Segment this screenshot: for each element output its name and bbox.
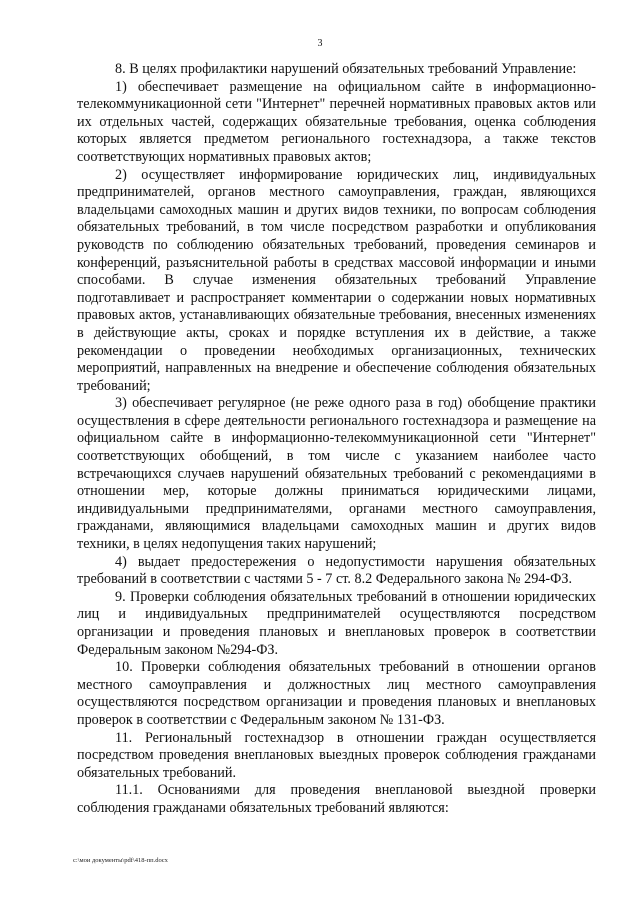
paragraph-9: 9. Проверки соблюдения обязательных требований в отношении юридических лиц и индивидуальных предпринимателей осуществляются посредством организации и проведения плановых и внеплановых проверок в соответствии Федеральным законом №294-ФЗ. [77,588,596,658]
paragraph-8-2: 2) осуществляет информирование юридических лиц, индивидуальных предпринимателей, органов местного самоуправления, граждан, являющихся владельцами самоходных машин и других видов техники, по вопросам соблюдения обязательных требований, в том числе посредством разработки и опубликования руководств по соблюдению обязательных требований, проведения семинаров и конференций, разъяснительной работы в средствах массовой информации и иными способами. В случае изменения обязательных требований Управление подготавливает и распространяет комментарии о содержании новых нормативных правовых актов, устанавливающих обязательные требования, внесенных изменениях в действующие акты, сроках и порядке вступления их в действие, а также рекомендации о проведении необходимых организационных, технических мероприятий, направленных на внедрение и обеспечение соблюдения обязательных требований; [77,166,596,394]
document-body [77,61,596,818]
paragraph-8-1: 1) обеспечивает размещение на официальном сайте в информационно-телекоммуникационной сети "Интернет" перечней нормативных правовых актов или их отдельных частей, содержащих обязательные требования, оценка соблюдения которых является предметом регионального гостехнадзора, а также текстов соответствующих нормативных правовых актов; [77,78,596,165]
page-number: 3 [317,38,323,49]
paragraph-11-1: 11.1. Основаниями для проведения внеплановой выездной проверки соблюдения гражданами обязательных требований являются: [77,782,596,816]
footer-file-path: c:\мои документы\pdf\418-пп.docx [73,857,168,864]
paragraph-8-3: 3) обеспечивает регулярное (не реже одного раза в год) обобщение практики осуществления в сфере деятельности регионального гостехнадзора и размещение на официальном сайте в информационно-телекоммуникационной сети "Интернет" соответствующих обобщений, в том числе с указанием наиболее часто встречающихся случаев нарушений обязательных требований с рекомендациями в отношении мер, которые должны приниматься юридическими лицами, индивидуальными предпринимателями, органами местного самоуправления, гражданами, являющимися владельцами самоходных машин и других видов техники, в целях недопущения таких нарушений; [77,395,596,553]
paragraph-11: 11. Региональный гостехнадзор в отношении граждан осуществляется посредством проведения внеплановых выездных проверок соблюдения гражданами обязательных требований. [77,729,596,781]
paragraph-10: 10. Проверки соблюдения обязательных требований в отношении органов местного самоуправления и должностных лиц местного самоуправления осуществляются посредством организации и проведения плановых и внеплановых проверок в соответствии с Федеральным законом № 131-ФЗ. [77,659,596,728]
paragraph-8: 8. В целях профилактики нарушений обязательных требований Управление: [115,61,577,77]
paragraph-8-4: 4) выдает предостережения о недопустимости нарушения обязательных требований в соответствии с частями 5 - 7 ст. 8.2 Федерального закона № 294-ФЗ. [77,553,596,588]
